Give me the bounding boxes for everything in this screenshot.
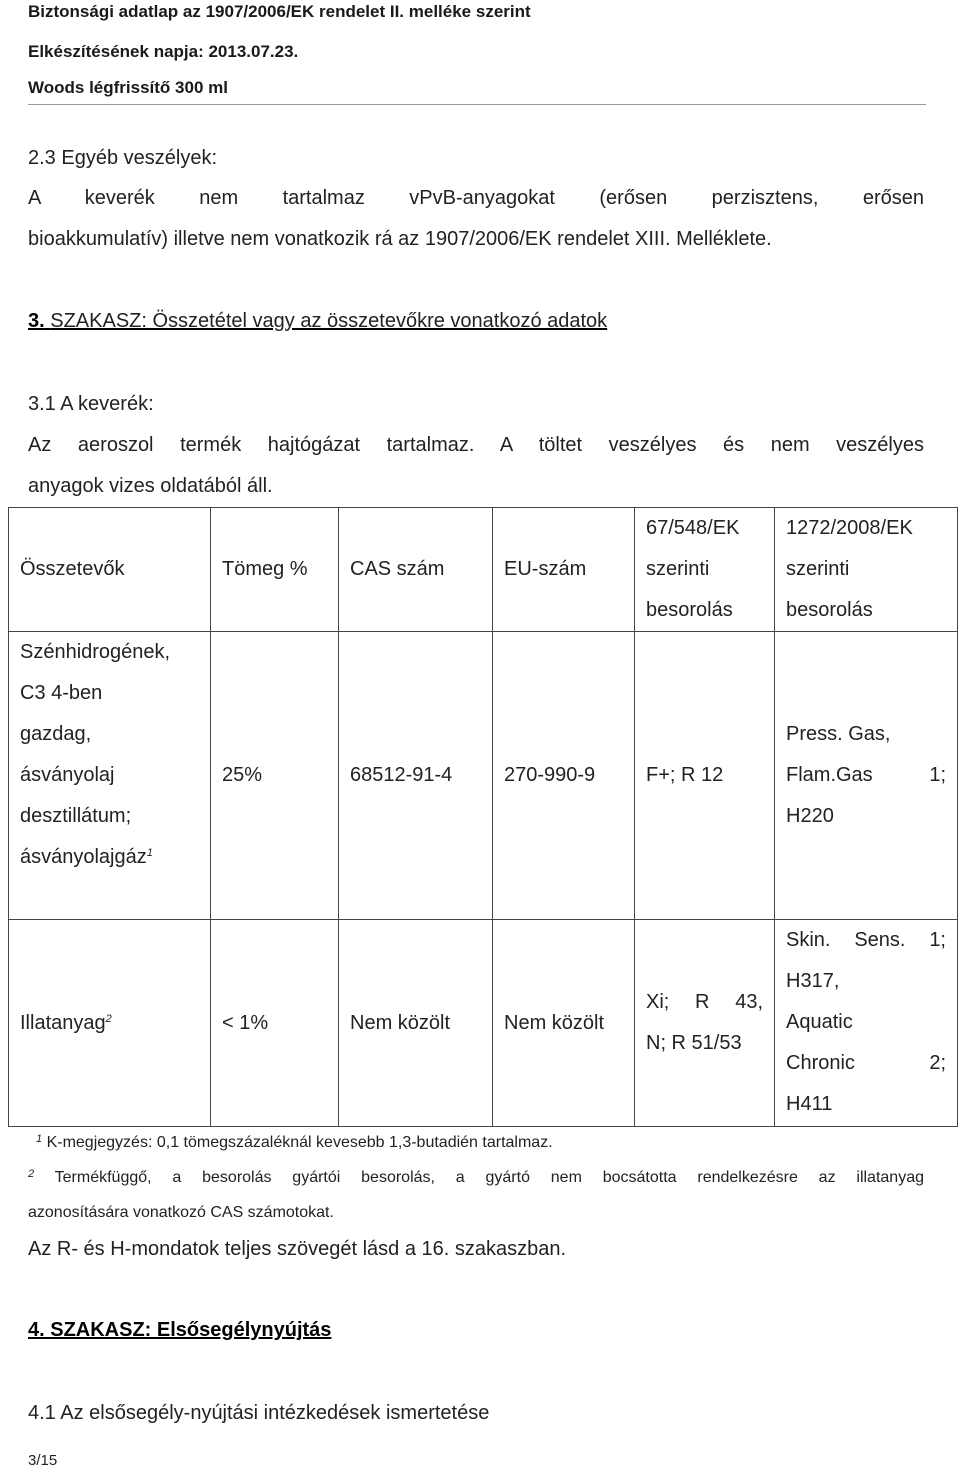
section-4-1-title: 4.1 Az elsősegély-nyújtási intézkedések ismertetése	[28, 1402, 490, 1424]
row2-component: Illatanyag$^2$	[9, 920, 211, 1127]
section-3-number: 3.	[28, 310, 45, 332]
r-h-note: Az R- és H-mondatok teljes szövegét lásd a 16. szakaszban.	[28, 1238, 567, 1260]
row1-mass: 25%	[211, 632, 339, 920]
doc-header-date: Elkészítésének napja: 2013.07.23.	[28, 42, 299, 61]
row2-cas: Nem közölt	[339, 920, 493, 1127]
section-2-3-line2: bioakkumulatív) illetve nem vonatkozik rá az 1907/2006/EK rendelet XIII. Melléklete.	[28, 228, 772, 250]
doc-header-title: Biztonsági adatlap az 1907/2006/EK rendelet II. melléke szerint	[28, 2, 531, 21]
section-3-1-line2: anyagok vizes oldatából áll.	[28, 475, 273, 497]
footnote-1: $^1$ K-megjegyzés: 0,1 tömegszázaléknál kevesebb 1,3-butadién tartalmaz.	[36, 1133, 553, 1151]
section-3-heading	[28, 310, 607, 333]
header-67-548: 67/548/EK szerinti besorolás	[635, 508, 775, 632]
page-number: 3/15	[28, 1452, 58, 1469]
section-2-3-line1: A keverék nem tartalmaz vPvB-anyagokat (erősen perzisztens, erősen	[28, 187, 924, 209]
table-row	[9, 920, 958, 1127]
header-eu: EU-szám	[493, 508, 635, 632]
header-divider	[28, 104, 926, 105]
doc-header-product: Woods légfrissítő 300 ml	[28, 78, 228, 97]
section-3-1-line1: Az aeroszol termék hajtógázat tartalmaz. A töltet veszélyes és nem veszélyes	[28, 434, 924, 456]
row1-class-1272: Press. Gas, Flam.Gas 1; H220	[775, 632, 958, 920]
section-4-heading: 4. SZAKASZ: Elsősegélynyújtás	[28, 1319, 332, 1341]
row2-class-1272: Skin. Sens. 1; H317, Aquatic Chronic 2; H411	[775, 920, 958, 1127]
row2-eu: Nem közölt	[493, 920, 635, 1127]
row2-mass: < 1%	[211, 920, 339, 1127]
section-3-1-title: 3.1 A keverék:	[28, 393, 154, 415]
footnote-2-line2: azonosítására vonatkozó CAS számotokat.	[28, 1204, 334, 1221]
section-2-3-title: 2.3 Egyéb veszélyek:	[28, 147, 217, 169]
composition-table	[8, 507, 958, 1127]
table-row	[9, 632, 958, 920]
row1-cas: 68512-91-4	[339, 632, 493, 920]
row1-class-67: F+; R 12	[635, 632, 775, 920]
header-mass: Tömeg %	[211, 508, 339, 632]
row2-class-67: Xi; R 43, N; R 51/53	[635, 920, 775, 1127]
header-components: Összetevők	[9, 508, 211, 632]
row1-component: Szénhidrogének, C3 4-ben gazdag, ásványolaj desztillátum; ásványolajgáz$^1$	[9, 632, 211, 920]
header-cas: CAS szám	[339, 508, 493, 632]
section-3-heading-text: SZAKASZ: Összetétel vagy az összetevőkre vonatkozó adatok	[50, 310, 608, 332]
row1-eu: 270-990-9	[493, 632, 635, 920]
table-header-row	[9, 508, 958, 632]
footnote-2-line1: $^2$ Termékfüggő, a besorolás gyártói besorolás, a gyártó nem bocsátotta rendelkezésre az illatanyag	[28, 1168, 924, 1186]
header-1272-2008: 1272/2008/EK szerinti besorolás	[775, 508, 958, 632]
